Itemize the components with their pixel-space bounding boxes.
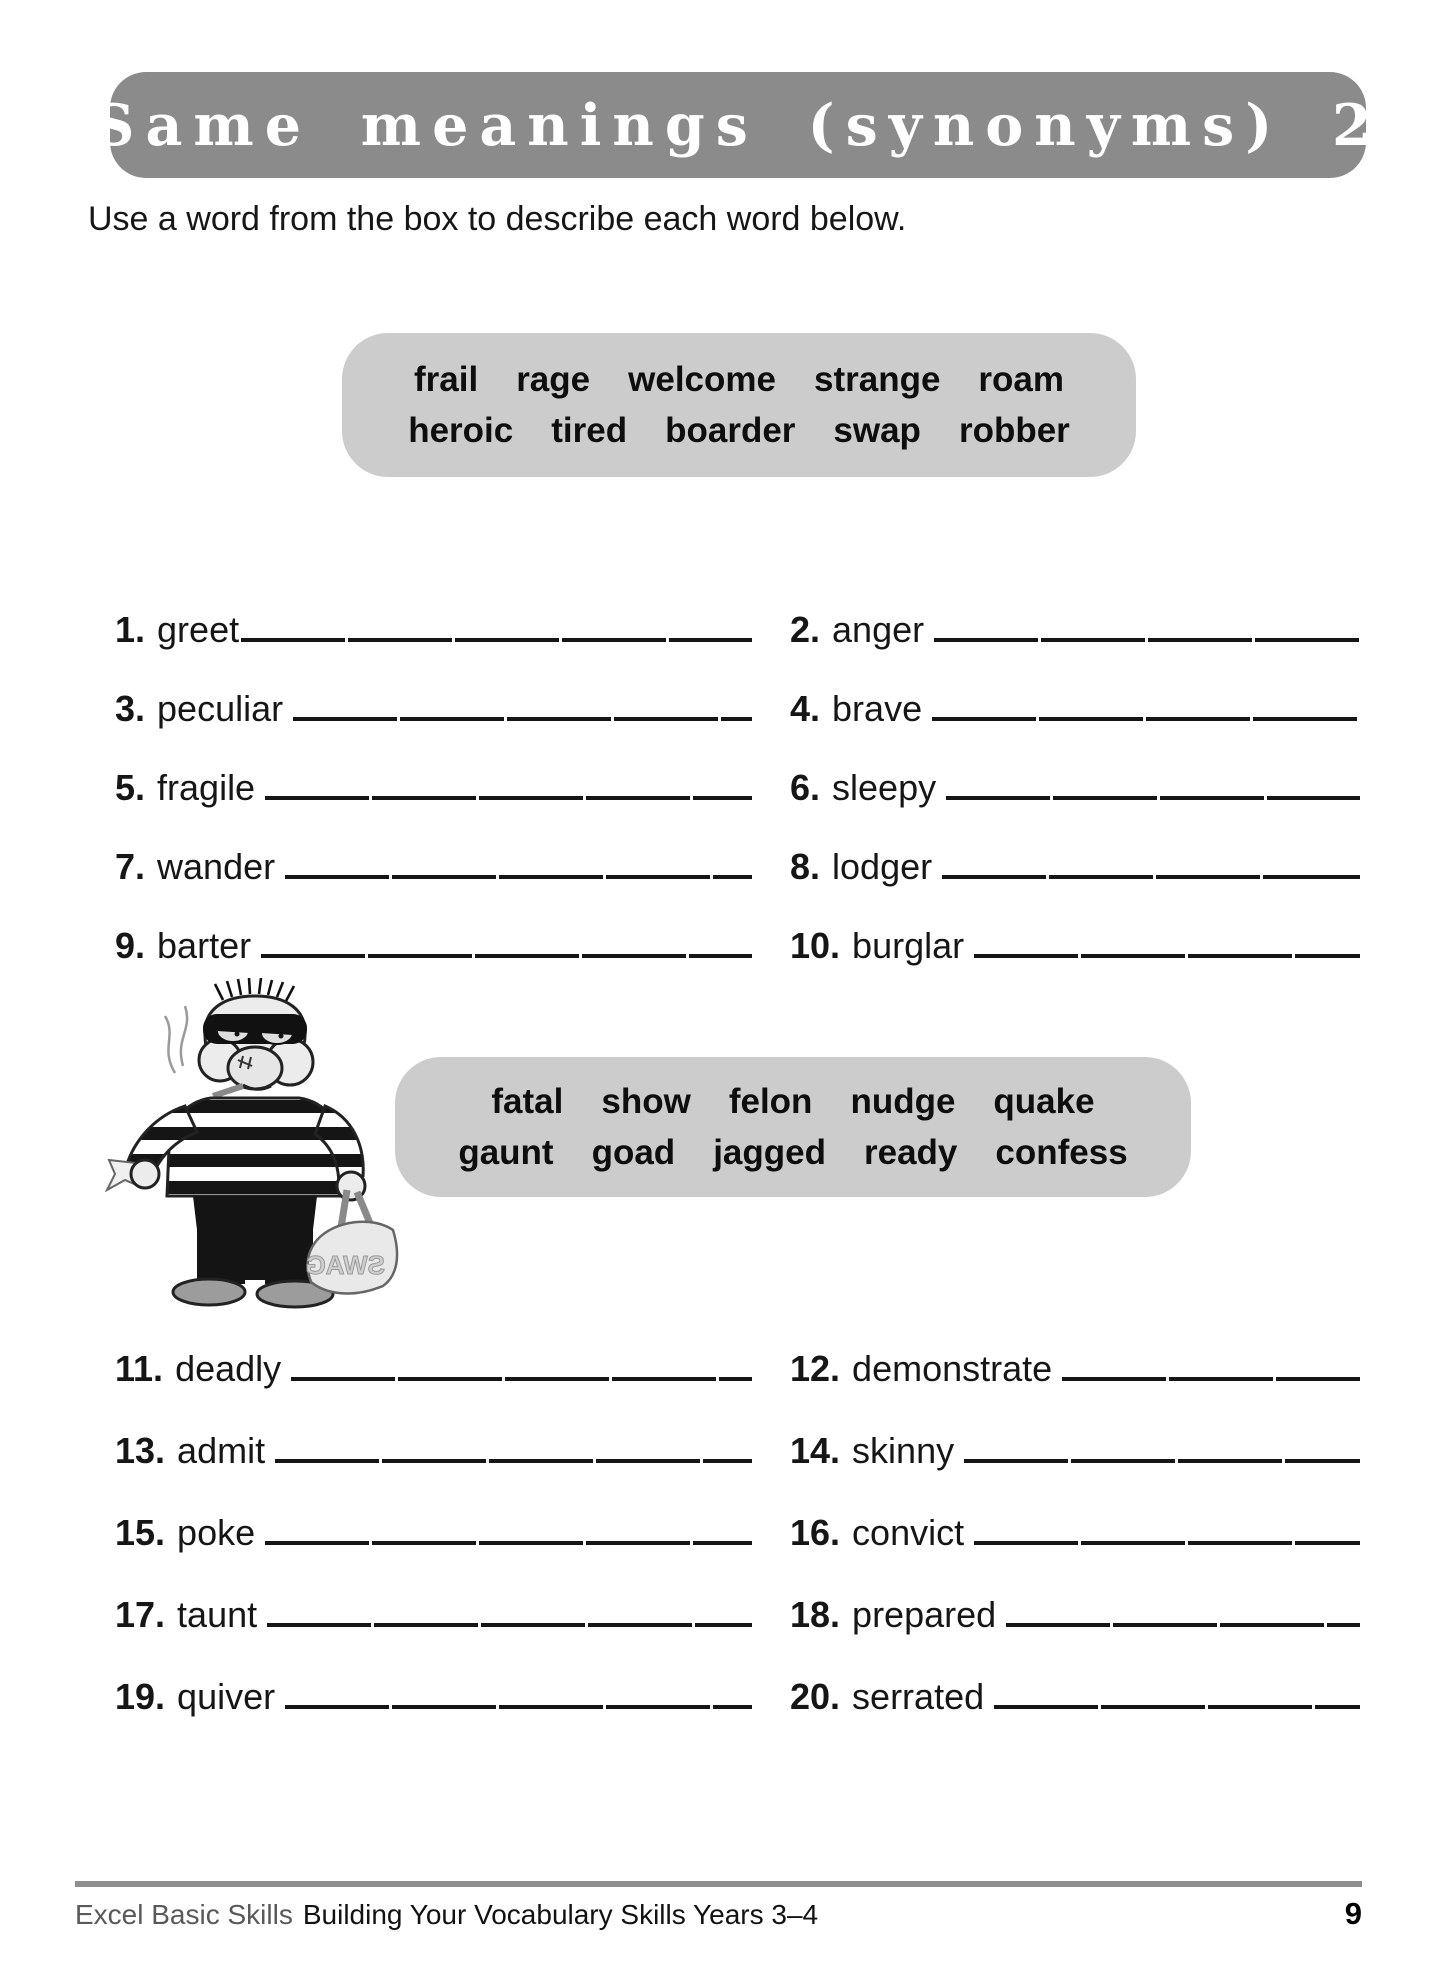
word-box-1 [342,333,1136,477]
exercise-item-6 [790,729,1360,808]
hand-left [131,1160,159,1188]
item-word: anger [832,608,925,650]
word-box-word: gaunt [458,1133,554,1172]
burglar-illustration [105,978,400,1313]
exercise-items-1-10 [115,571,1360,966]
exercise-item-5 [115,729,790,808]
word-box-word: confess [995,1133,1128,1172]
answer-blank[interactable] [964,1459,1360,1463]
answer-blank[interactable] [293,717,752,721]
item-word: greet [157,608,240,650]
item-word: barter [157,924,252,966]
word-box-word: rage [516,360,591,399]
item-number: 20. [790,1675,841,1717]
striped-sweater [167,1098,343,1196]
word-box-1-row-2 [342,413,1136,448]
item-number: 19. [115,1675,166,1717]
word-box-2-row-1 [395,1084,1191,1119]
answer-blank[interactable] [291,1377,752,1381]
answer-blank[interactable] [241,638,752,642]
instruction-text: Use a word from the box to describe each word below. [88,200,907,238]
word-box-word: tired [551,411,628,450]
word-box-word: roam [978,360,1065,399]
item-number: 15. [115,1511,166,1553]
answer-blank[interactable] [1062,1377,1360,1381]
word-box-word: strange [813,360,941,399]
answer-blank[interactable] [285,1705,752,1709]
answer-blank[interactable] [974,1541,1360,1545]
word-box-word: nudge [850,1082,956,1121]
answer-blank[interactable] [267,1623,752,1627]
word-box-word: boarder [665,411,796,450]
item-number: 14. [790,1429,841,1471]
word-box-2 [395,1057,1191,1197]
exercise-item-4 [790,650,1360,729]
item-number: 8. [790,845,821,887]
answer-blank[interactable] [1006,1623,1360,1627]
word-box-word: frail [413,360,479,399]
item-word: poke [177,1511,256,1553]
footer-series-name: Excel Basic Skills [75,1899,293,1930]
word-box-word: swap [833,411,921,450]
answer-blank[interactable] [994,1705,1360,1709]
pupil-right [279,1034,284,1039]
word-box-word: fatal [491,1082,564,1121]
item-number: 1. [115,608,146,650]
exercise-item-19 [115,1635,790,1717]
exercise-item-20 [790,1635,1360,1717]
exercise-items-11-20 [115,1307,1360,1717]
exercise-item-12 [790,1307,1360,1389]
exercise-item-16 [790,1471,1360,1553]
item-number: 9. [115,924,146,966]
item-word: deadly [175,1347,282,1389]
answer-blank[interactable] [265,1541,752,1545]
exercise-item-9 [115,887,790,966]
word-box-2-row-2 [395,1135,1191,1170]
item-word: wander [157,845,276,887]
item-number: 11. [115,1347,164,1389]
item-number: 3. [115,687,146,729]
word-box-word: goad [591,1133,676,1172]
footer-rule [75,1881,1362,1887]
page-title-banner [93,72,1383,178]
answer-blank[interactable] [285,875,752,879]
item-number: 10. [790,924,841,966]
item-number: 2. [790,608,821,650]
smoke-squiggle [165,1006,187,1073]
item-number: 5. [115,766,146,808]
nose [228,1047,282,1089]
answer-blank[interactable] [942,875,1360,879]
item-word: skinny [852,1429,955,1471]
word-box-word: robber [958,411,1070,450]
page-title: Same meanings (synonyms) 2 [93,91,1383,159]
exercise-item-17 [115,1553,790,1635]
answer-blank[interactable] [275,1459,752,1463]
item-number: 7. [115,845,146,887]
word-box-word: show [601,1082,691,1121]
item-word: convict [852,1511,965,1553]
word-box-word: quake [993,1082,1095,1121]
pupil-left [235,1032,240,1037]
answer-blank[interactable] [934,638,1360,642]
item-word: sleepy [832,766,937,808]
exercise-item-13 [115,1389,790,1471]
item-word: prepared [852,1593,997,1635]
item-word: burglar [852,924,965,966]
word-box-1-row-1 [342,362,1136,397]
word-box-word: jagged [713,1133,826,1172]
item-number: 13. [115,1429,166,1471]
exercise-item-8 [790,808,1360,887]
word-box-word: ready [863,1133,958,1172]
item-number: 17. [115,1593,166,1635]
item-word: quiver [177,1675,276,1717]
exercise-item-2 [790,571,1360,650]
exercise-item-11 [115,1307,790,1389]
page-number: 9 [1344,1896,1362,1931]
burglar-cartoon [105,978,400,1313]
word-box-word: felon [728,1082,813,1121]
item-word: demonstrate [852,1347,1053,1389]
shoe-left [173,1279,245,1305]
item-number: 16. [790,1511,841,1553]
item-number: 12. [790,1347,841,1389]
answer-blank[interactable] [261,954,752,958]
cigarette [213,1086,243,1096]
item-word: peculiar [157,687,284,729]
footer-book-title: Building Your Vocabulary Skills Years 3–4 [302,1899,819,1930]
exercise-item-15 [115,1471,790,1553]
word-box-word: welcome [628,360,776,399]
exercise-item-18 [790,1553,1360,1635]
answer-blank[interactable] [946,796,1360,800]
exercise-item-10 [790,887,1360,966]
exercise-item-7 [115,808,790,887]
item-number: 6. [790,766,821,808]
item-word: fragile [157,766,256,808]
exercise-item-1 [115,571,790,650]
item-word: taunt [177,1593,258,1635]
footer [75,1896,1362,1932]
word-box-word: heroic [408,411,514,450]
item-word: serrated [852,1675,985,1717]
item-word: brave [832,687,923,729]
item-word: admit [177,1429,266,1471]
answer-blank[interactable] [974,954,1360,958]
item-number: 4. [790,687,821,729]
swag-bag-label: SWAG [305,1250,385,1280]
exercise-item-14 [790,1389,1360,1471]
leg-left [197,1226,245,1284]
answer-blank[interactable] [932,717,1360,721]
exercise-item-3 [115,650,790,729]
item-number: 18. [790,1593,841,1635]
answer-blank[interactable] [265,796,752,800]
item-word: lodger [832,845,933,887]
